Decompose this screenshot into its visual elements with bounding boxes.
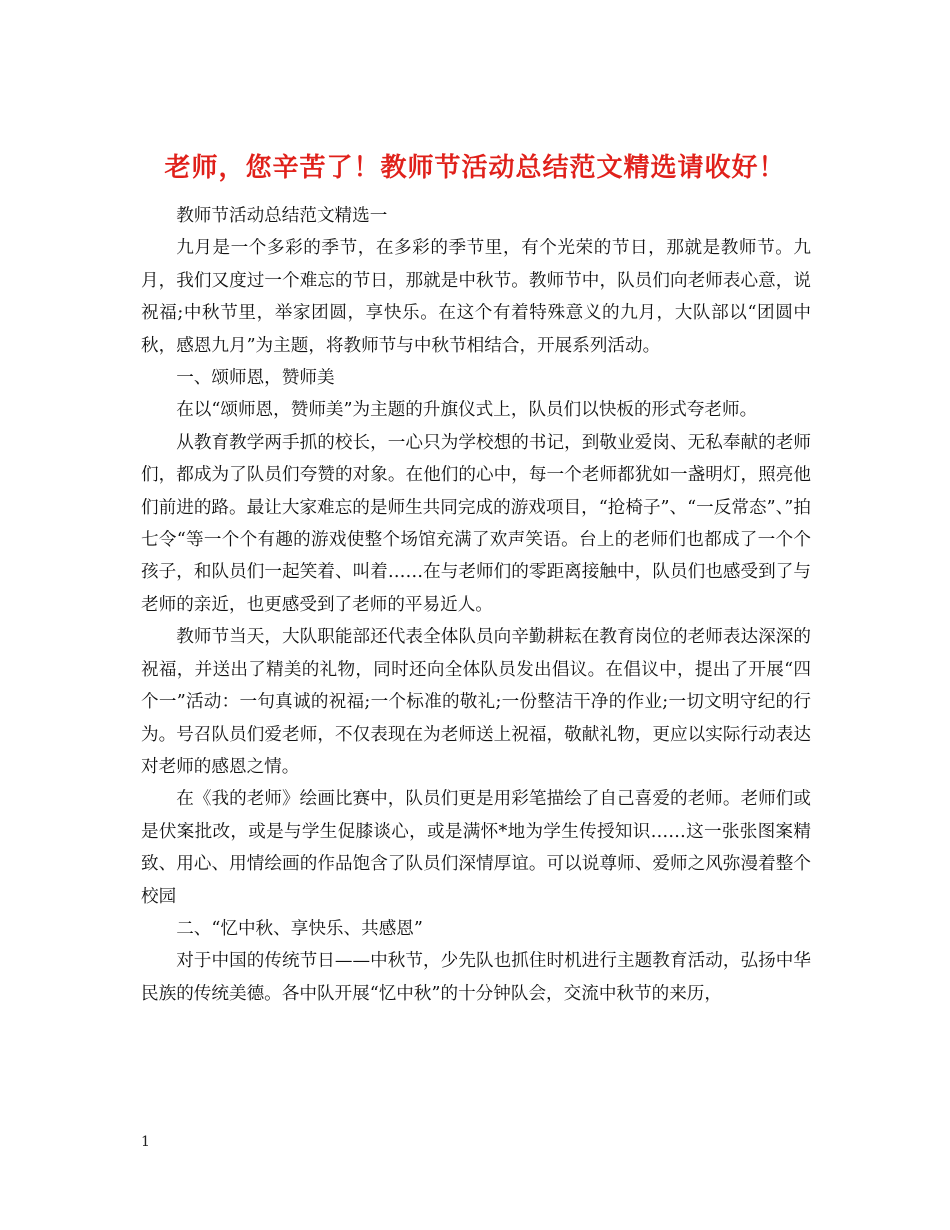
paragraph: 从教育教学两手抓的校长，一心只为学校想的书记，到敬业爱岗、无私奉献的老师们，都成为了队员们夸赞的对象。在他们的心中，每一个老师都犹如一盏明灯，照亮他们前进的路。最让大家难忘的是师生共同完成的游戏项目，“抢椅子”、“一反常态”、”拍七令“等一个个有趣的游戏使整个场馆充满了欢声笑语。台上的老师们也都成了一个个孩子，和队员们一起笑着、叫着……在与老师们的零距离接触中，队员们也感受到了与老师的亲近，也更感受到了老师的平易近人。 [141, 432, 811, 615]
paragraph: 在以“颂师恩，赞师美”为主题的升旗仪式上，队员们以快板的形式夸老师。 [176, 400, 758, 421]
paragraph: 教师节当天，大队职能部还代表全体队员向辛勤耕耘在教育岗位的老师表达深深的祝福，并送出了精美的礼物，同时还向全体队员发出倡议。在倡议中，提出了开展“四个一”活动：一句真诚的祝福;一个标准的敬礼;一份整洁干净的作业;一切文明守纪的行为。号召队员们爱老师，不仅表现在为老师送上祝福，敬献礼物，更应以实际行动表达对老师的感恩之情。 [141, 627, 811, 777]
section-heading: 教师节活动总结范文精选一 [176, 206, 388, 226]
document-body [141, 200, 811, 1010]
paragraph: 九月是一个多彩的季节，在多彩的季节里，有个光荣的节日，那就是教师节。九月，我们又度过一个难忘的节日，那就是中秋节。教师节中，队员们向老师表心意，说祝福;中秋节里，举家团圆，享快乐。在这个有着特殊意义的九月，大队部以“团圆中秋，感恩九月”为主题，将教师节与中秋节相结合，开展系列活动。 [141, 238, 811, 356]
section-heading: 二、“忆中秋、享快乐、共感恩” [176, 918, 423, 939]
paragraph: 在《我的老师》绘画比赛中，队员们更是用彩笔描绘了自己喜爱的老师。老师们或是伏案批改，或是与学生促膝谈心，或是满怀*地为学生传授知识……这一张张图案精致、用心、用情绘画的作品饱含了队员们深情厚谊。可以说尊师、爱师之风弥漫着整个校园 [141, 789, 811, 907]
document-title: 老师，您辛苦了！教师节活动总结范文精选请收好！ [164, 153, 786, 184]
paragraph: 对于中国的传统节日——中秋节，少先队也抓住时机进行主题教育活动，弘扬中华民族的传统美德。各中队开展“忆中秋”的十分钟队会，交流中秋节的来历， [141, 951, 811, 1004]
page-number: 1 [141, 1134, 150, 1150]
section-heading: 一、颂师恩，赞师美 [176, 368, 335, 389]
